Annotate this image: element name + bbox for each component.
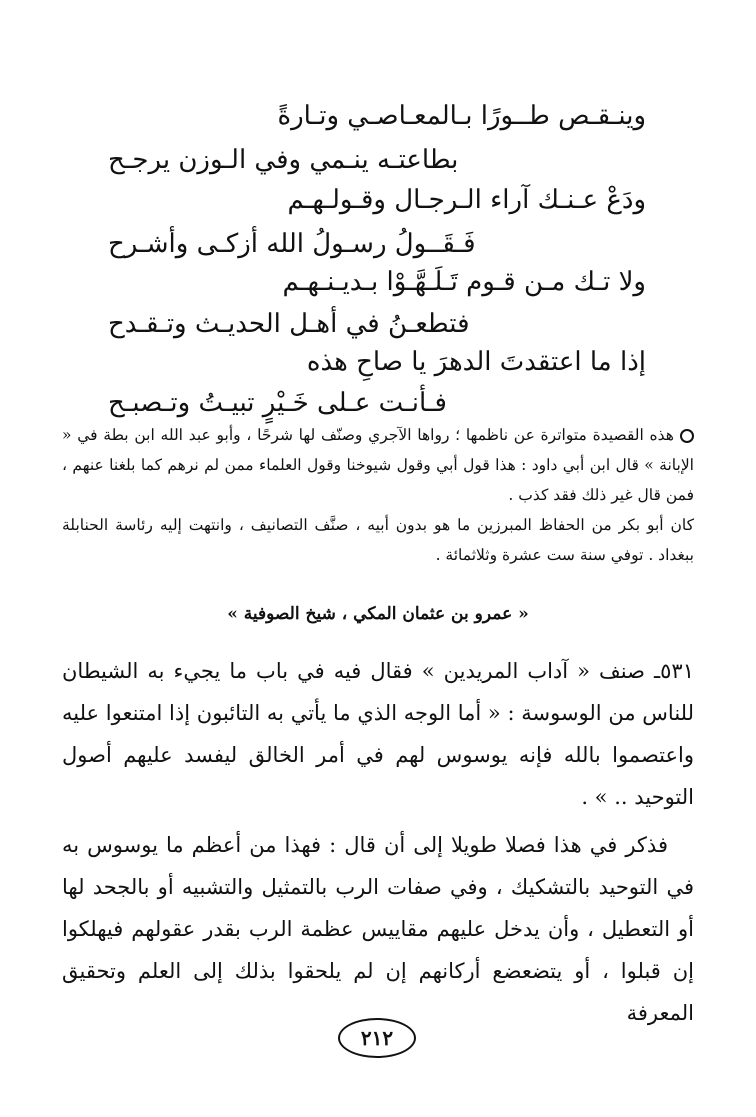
body-text	[62, 650, 694, 1040]
footnote-text: هذه القصيدة متواترة عن ناظمها ؛ رواها الآجري وصنّف لها شرحًا ، وأبو عبد الله ابن بطة في « الإبانة » قال ابن أبي داود : هذا قول أبي وقول شيوخنا وقول العلماء ممن لم نرهم كما بلغنا عنهم ، فمن قال غير ذلك فقد كذب .	[62, 426, 694, 504]
poem-verse: وينـقـص طــورًا بـالمعـاصـي وتـارةً	[277, 101, 646, 131]
poem-verse: فتطعـنُ في أهـل الحديـث وتـقـدح	[108, 309, 470, 339]
footnote-marker-icon	[680, 429, 694, 443]
poem-verse: ودَعْ عـنـك آراء الـرجـال وقـولـهـم	[287, 185, 646, 215]
footnote-paragraph	[62, 420, 694, 510]
section-heading: « عمرو بن عثمان المكي ، شيخ الصوفية »	[227, 604, 529, 624]
poem-verse: بطاعتـه ينـمي وفي الـوزن يرجـح	[108, 145, 459, 175]
footnotes	[62, 420, 694, 570]
poem-verse: ولا تـك مـن قـوم تَـلَـهَّـوْا بـديـنـهـم	[282, 267, 646, 297]
body-paragraph: فذكر في هذا فصلا طويلا إلى أن قال : فهذا من أعظم ما يوسوس به في التوحيد بالتشكيك ، وفي صفات الرب بالتمثيل والتشبيه أو بالجحد لها أو التعطيل ، وأن يدخل عليهم مقاييس عظمة الرب بقدر عقولهم فيهلكوا إن قبلوا ، أو يتضعضع أركانهم إن لم يلحقوا بذلك إلى العلم وتحقيق المعرفة	[62, 833, 694, 1025]
footnote-paragraph: كان أبو بكر من الحفاظ المبرزين ما هو بدون أبيه ، صنَّف التصانيف ، وانتهت إليه رئاسة الحنابلة ببغداد . توفي سنة ست عشرة وثلاثمائة .	[62, 516, 694, 564]
poem-verse: فَـقَــولُ رسـولُ الله أزكـى وأشـرح	[108, 229, 476, 259]
poem-verse: فـأنـت عـلى خَـيْرٍ تبيـتُ وتـصبـح	[108, 388, 447, 418]
poem-verse: إذا ما اعتقدتَ الدهرَ يا صاحِ هذه	[306, 347, 646, 377]
page-number: ٢١٢	[338, 1018, 416, 1058]
body-paragraph: ٥٣١ـ صنف « آداب المريدين » فقال فيه في باب ما يجيء به الشيطان للناس من الوسوسة : « أما الوجه الذي ما يأتي به التائبون إذا امتنعوا عليه واعتصموا بالله فإنه يوسوس لهم في أمر الخالق ليفسد عليهم أصول التوحيد .. » .	[62, 659, 694, 809]
